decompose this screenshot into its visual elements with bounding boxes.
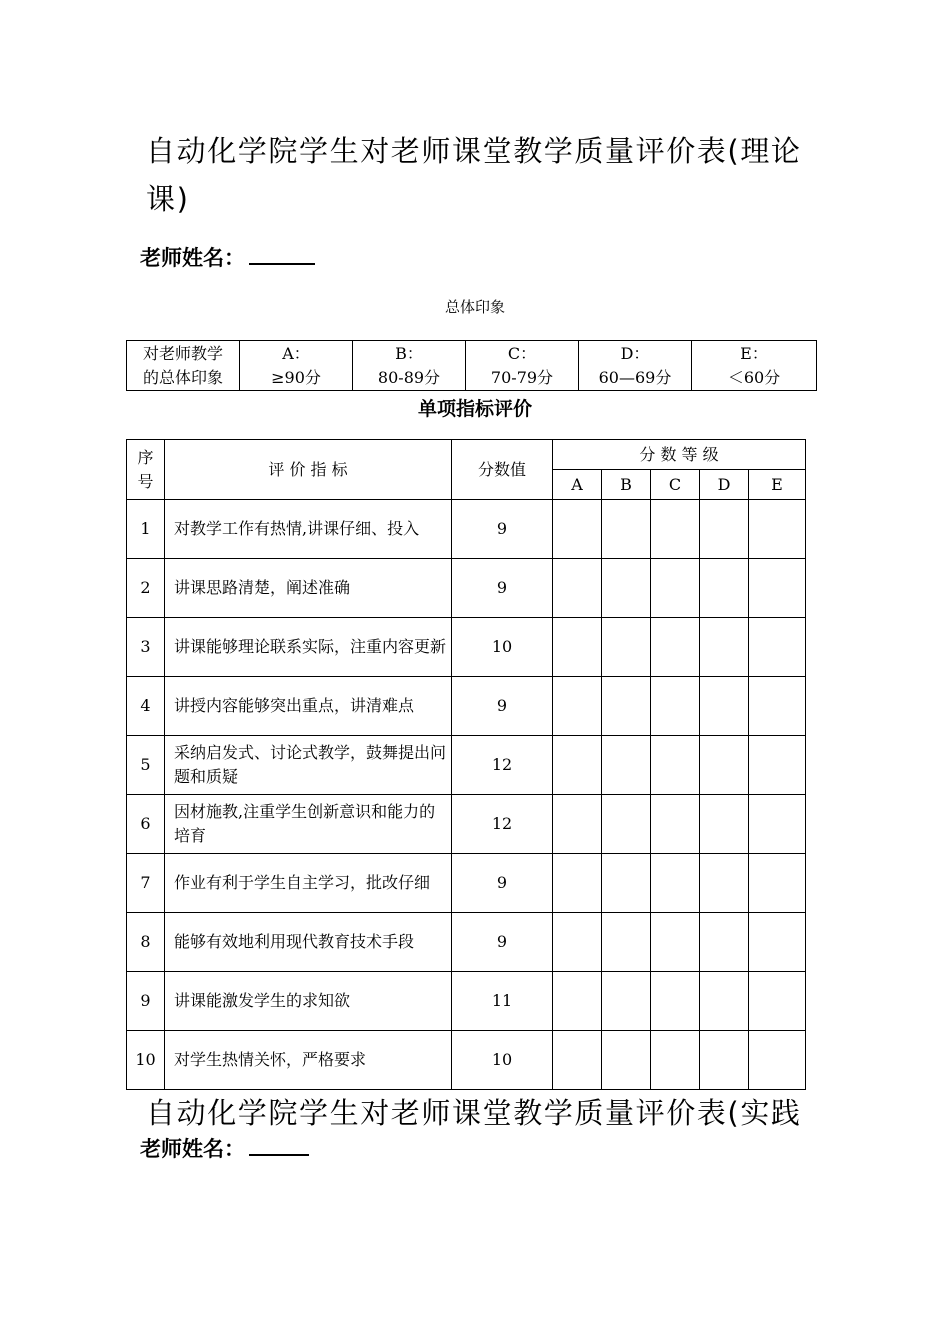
grade-cell-c[interactable] — [651, 500, 700, 559]
overall-grade-b[interactable] — [353, 341, 466, 391]
grade-cell-a[interactable] — [553, 795, 602, 854]
table-row — [127, 500, 806, 559]
overall-grade-a[interactable] — [240, 341, 353, 391]
title-line-1: 自动化学院学生对老师课堂教学质量评价表(理论 — [146, 134, 802, 168]
table-row — [127, 913, 806, 972]
header-no-line2: 号 — [137, 471, 154, 491]
table-row — [127, 677, 806, 736]
table-row — [127, 559, 806, 618]
row-score: 10 — [452, 1031, 553, 1090]
row-no: 9 — [127, 972, 165, 1031]
grade-cell-c[interactable] — [651, 972, 700, 1031]
grade-cell-d[interactable] — [700, 1031, 749, 1090]
overall-table — [126, 340, 817, 391]
title-line-2: 课) — [146, 182, 190, 216]
row-score: 9 — [452, 677, 553, 736]
overall-caption: 总体印象 — [444, 298, 505, 316]
header-grade-e: E — [749, 470, 806, 500]
grade-cell-c[interactable] — [651, 559, 700, 618]
row-score: 10 — [452, 618, 553, 677]
row-score: 9 — [452, 854, 553, 913]
grade-cell-e[interactable] — [749, 677, 806, 736]
header-indicator: 评 价 指 标 — [165, 440, 452, 500]
grade-cell-b[interactable] — [602, 854, 651, 913]
grade-cell-c[interactable] — [651, 795, 700, 854]
teacher-name-label: 老师姓名： — [140, 246, 245, 270]
grade-letter: E： — [740, 343, 768, 363]
grade-cell-d[interactable] — [700, 972, 749, 1031]
grade-cell-d[interactable] — [700, 736, 749, 795]
table-row — [127, 736, 806, 795]
row-indicator: 讲课思路清楚，阐述准确 — [165, 559, 452, 618]
grade-cell-e[interactable] — [749, 618, 806, 677]
grade-range: 70-79分 — [490, 367, 554, 387]
grade-range: 60—69分 — [598, 367, 672, 387]
grade-cell-e[interactable] — [749, 913, 806, 972]
grade-cell-c[interactable] — [651, 618, 700, 677]
grade-cell-a[interactable] — [553, 677, 602, 736]
teacher-name-label-2: 老师姓名： — [140, 1137, 245, 1161]
grade-cell-e[interactable] — [749, 500, 806, 559]
grade-cell-c[interactable] — [651, 1031, 700, 1090]
grade-cell-a[interactable] — [553, 500, 602, 559]
grade-letter: B： — [395, 343, 423, 363]
row-score: 9 — [452, 913, 553, 972]
row-no: 10 — [127, 1031, 165, 1090]
single-indicator-caption: 单项指标评价 — [417, 398, 532, 420]
grade-cell-e[interactable] — [749, 795, 806, 854]
grade-cell-d[interactable] — [700, 795, 749, 854]
row-indicator: 采纳启发式、讨论式教学，鼓舞提出问题和质疑 — [165, 736, 452, 795]
grade-cell-b[interactable] — [602, 795, 651, 854]
row-no: 7 — [127, 854, 165, 913]
row-score: 9 — [452, 559, 553, 618]
teacher-name-field-2 — [140, 1133, 309, 1163]
table-row — [127, 972, 806, 1031]
grade-cell-d[interactable] — [700, 618, 749, 677]
header-grade-d: D — [700, 470, 749, 500]
row-indicator: 能够有效地利用现代教育技术手段 — [165, 913, 452, 972]
row-indicator: 讲课能够理论联系实际，注重内容更新 — [165, 618, 452, 677]
grade-cell-d[interactable] — [700, 559, 749, 618]
row-no: 6 — [127, 795, 165, 854]
table-row — [127, 1031, 806, 1090]
row-no: 5 — [127, 736, 165, 795]
grade-range: ≥90分 — [271, 367, 321, 387]
row-indicator: 因材施教,注重学生创新意识和能力的培育 — [165, 795, 452, 854]
row-no: 4 — [127, 677, 165, 736]
grade-cell-a[interactable] — [553, 618, 602, 677]
row-score: 12 — [452, 736, 553, 795]
row-no: 2 — [127, 559, 165, 618]
teacher-name-field — [140, 242, 315, 272]
grade-range: 80-89分 — [377, 367, 441, 387]
row-no: 1 — [127, 500, 165, 559]
grade-letter: C： — [507, 343, 537, 363]
overall-grade-e[interactable] — [692, 341, 817, 391]
header-grades: 分 数 等 级 — [553, 440, 806, 470]
grade-cell-d[interactable] — [700, 500, 749, 559]
grade-cell-a[interactable] — [553, 913, 602, 972]
grade-letter: A： — [282, 343, 310, 363]
teacher-name-blank-2[interactable] — [249, 1136, 309, 1156]
grade-cell-c[interactable] — [651, 854, 700, 913]
row-score: 9 — [452, 500, 553, 559]
header-grade-a: A — [553, 470, 602, 500]
overall-grade-d[interactable] — [579, 341, 692, 391]
row-indicator: 讲授内容能够突出重点，讲清难点 — [165, 677, 452, 736]
row-no: 8 — [127, 913, 165, 972]
row-indicator: 讲课能激发学生的求知欲 — [165, 972, 452, 1031]
grade-cell-a[interactable] — [553, 854, 602, 913]
header-no — [127, 440, 165, 500]
grade-cell-b[interactable] — [602, 736, 651, 795]
grade-cell-e[interactable] — [749, 854, 806, 913]
grade-cell-e[interactable] — [749, 972, 806, 1031]
indicator-table — [126, 439, 806, 1090]
grade-cell-a[interactable] — [553, 1031, 602, 1090]
table-row — [127, 618, 806, 677]
row-indicator: 作业有利于学生自主学习，批改仔细 — [165, 854, 452, 913]
overall-row-label — [127, 341, 240, 391]
header-score: 分数值 — [452, 440, 553, 500]
grade-letter: D： — [620, 343, 650, 363]
title2: 自动化学院学生对老师课堂教学质量评价表(实践 — [146, 1096, 802, 1130]
table-row — [127, 795, 806, 854]
grade-cell-b[interactable] — [602, 618, 651, 677]
header-no-line1: 序 — [137, 447, 154, 467]
grade-cell-b[interactable] — [602, 1031, 651, 1090]
overall-label-line2: 的总体印象 — [142, 367, 223, 387]
table-row — [127, 854, 806, 913]
grade-cell-a[interactable] — [553, 736, 602, 795]
grade-cell-d[interactable] — [700, 913, 749, 972]
grade-range: ＜60分 — [727, 367, 781, 387]
grade-cell-b[interactable] — [602, 913, 651, 972]
row-score: 12 — [452, 795, 553, 854]
grade-cell-b[interactable] — [602, 559, 651, 618]
grade-cell-b[interactable] — [602, 677, 651, 736]
header-grade-c: C — [651, 470, 700, 500]
grade-cell-b[interactable] — [602, 500, 651, 559]
grade-cell-c[interactable] — [651, 677, 700, 736]
grade-cell-d[interactable] — [700, 854, 749, 913]
row-no: 3 — [127, 618, 165, 677]
row-score: 11 — [452, 972, 553, 1031]
teacher-name-blank[interactable] — [249, 245, 315, 265]
grade-cell-d[interactable] — [700, 677, 749, 736]
grade-cell-a[interactable] — [553, 972, 602, 1031]
grade-cell-c[interactable] — [651, 913, 700, 972]
row-indicator: 对学生热情关怀，严格要求 — [165, 1031, 452, 1090]
grade-cell-e[interactable] — [749, 1031, 806, 1090]
grade-cell-e[interactable] — [749, 559, 806, 618]
row-indicator: 对教学工作有热情,讲课仔细、投入 — [165, 500, 452, 559]
grade-cell-e[interactable] — [749, 736, 806, 795]
overall-label-line1: 对老师教学 — [142, 343, 223, 363]
grade-cell-c[interactable] — [651, 736, 700, 795]
grade-cell-b[interactable] — [602, 972, 651, 1031]
overall-grade-c[interactable] — [466, 341, 579, 391]
grade-cell-a[interactable] — [553, 559, 602, 618]
header-grade-b: B — [602, 470, 651, 500]
